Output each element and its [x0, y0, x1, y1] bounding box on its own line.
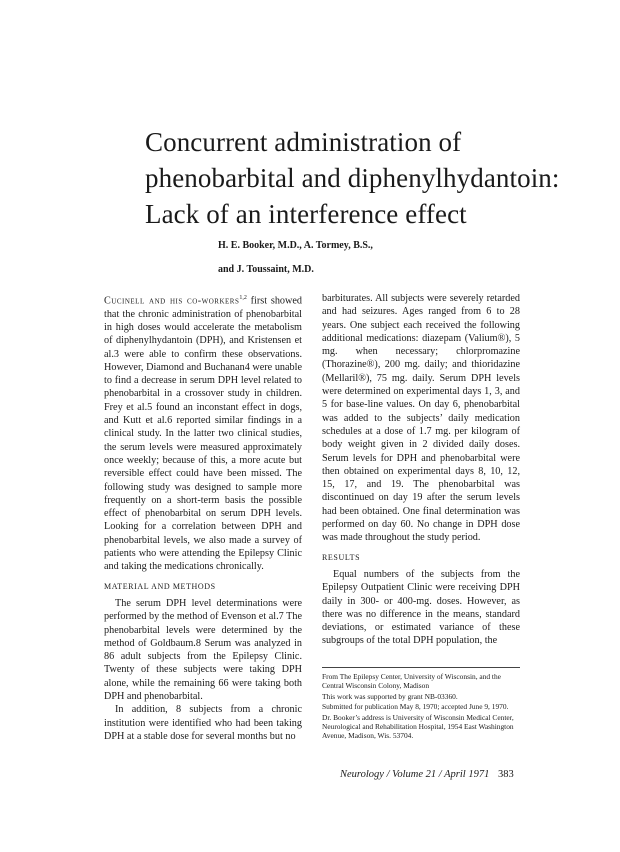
title-line-3: Lack of an interference effect	[145, 199, 467, 229]
intro-text: first showed that the chronic administration of phenobarbital in high doses would accelerate the metabolism of diphenylhydantoin (DPH), and Kristensen et al.3 were able to confirm these observations. However, Diamond and Buchanan4 were unable to find a decrease in serum DPH level related to phenobarbital in a crossover study in children. Frey et al.5 found an inconstant effect in dogs, and Kutt et al.6 reported similar findings in a clinical study. In the latter two clinical studies, the serum levels were measured approximately once weekly; because of this, a more acute but reversible effect could have been missed. The following study was designed to sample more frequently on a short-term basis the possible effect of phenobarbital on serum DPH levels. Looking for a correlation between DPH and phenobarbital levels, we also made a survey of patients who were attending the Epilepsy Clinic and taking the medications chronically.	[104, 295, 302, 573]
page-footer	[340, 769, 540, 780]
methods-paragraph-1: The serum DPH level determinations were performed by the method of Evenson et al.7 The phenobarbital levels were determined by the method of Goldbaum.8 Serum was analyzed in 86 adult subjects from the Epilepsy Clinic. Twenty of these subjects were taking DPH alone, while the remaining 66 were taking both DPH and phenobarbital.	[104, 597, 302, 702]
methods-heading: MATERIAL AND METHODS	[104, 581, 216, 591]
intro-reference: 1,2	[239, 295, 247, 301]
footnote-address: Dr. Booker’s address is University of Wisconsin Medical Center, Neurological and Rehabilitation Hospital, 1954 East Washington Avenue, Madison, Wis. 53704.	[322, 712, 514, 741]
footnote-submission: Submitted for publication May 8, 1970; accepted June 9, 1970.	[322, 702, 509, 712]
author-list	[218, 234, 518, 282]
intro-paragraph	[104, 292, 302, 574]
continued-paragraph: barbiturates. All subjects were severely retarded and had seizures. Ages ranged from 6 to 28 years. One subject each received the following additional medications: diazepam (Valium®), 5 mg. when necessary; chlorpromazine (Thorazine®), 200 mg. daily; and thioridazine (Mellaril®), 75 mg. daily. Serum DPH levels were determined on experimental days 1, 3, and 5 for base-line values. On day 6, phenobarbital was added to the subjects’ daily medication schedules at a dose of 1.7 mg. per kilogram of body weight given in 2 divided daily doses. Serum levels for DPH and phenobarbital were then obtained on experimental days 8, 10, 12, 15, 17, and 19. The phenobarbital was discontinued on day 19 after the serum levels had been obtained. One final determination was performed on day 60. No change in DPH dose was made throughout the study period.	[322, 293, 520, 544]
footnote-grant: This work was supported by grant NB-03360.	[322, 691, 458, 701]
title-line-1: Concurrent administration of	[145, 127, 462, 157]
authors-line-1: H. E. Booker, M.D., A. Tormey, B.S.,	[218, 240, 373, 251]
page-number: 383	[498, 769, 514, 780]
title-line-2: phenobarbital and diphenylhydantoin:	[145, 163, 560, 193]
article-title	[145, 124, 585, 232]
left-column	[104, 292, 302, 743]
intro-smallcaps: Cucinell and his co-workers	[104, 295, 240, 307]
methods-paragraph-2: In addition, 8 subjects from a chronic institution were identified who had been taking DPH at a stable dose for several months but no	[104, 704, 302, 742]
results-paragraph-1: Equal numbers of the subjects from the Epilepsy Outpatient Clinic were receiving DPH daily in 300- or 400-mg. doses. However, as there was no difference in the means, standard deviations, or estimated variance of these subgroups of the total DPH population, the	[322, 568, 520, 647]
results-heading: RESULTS	[322, 552, 361, 562]
authors-line-2: and J. Toussaint, M.D.	[218, 264, 314, 275]
footnotes	[322, 667, 520, 742]
footnote-affiliation: From The Epilepsy Center, University of Wisconsin, and the Central Wisconsin Colony, Madison	[322, 672, 501, 691]
journal-citation: Neurology / Volume 21 / April 1971	[340, 769, 490, 780]
right-column	[322, 292, 520, 648]
